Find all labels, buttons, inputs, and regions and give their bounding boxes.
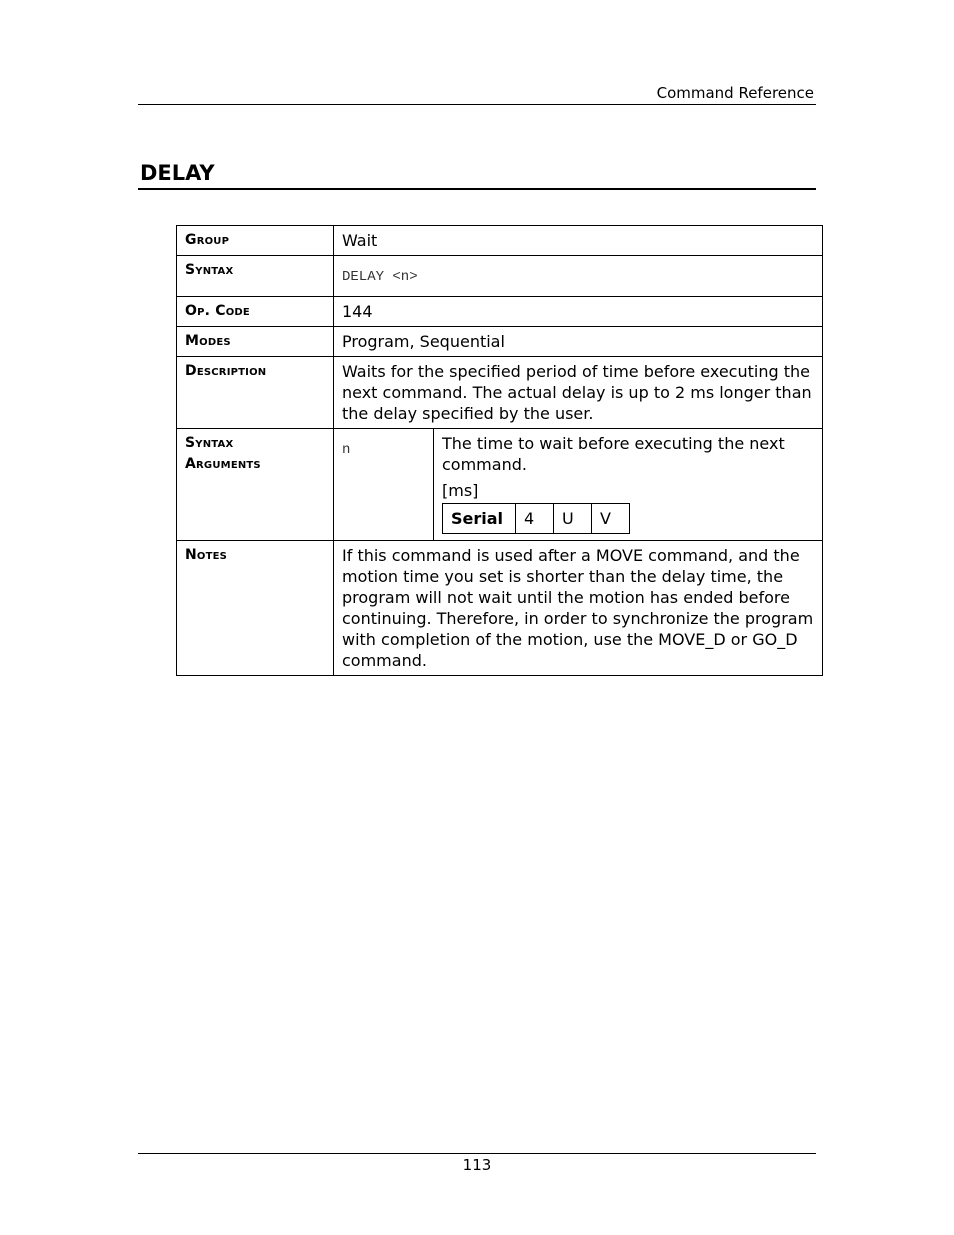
row-notes	[177, 541, 823, 676]
group-label: Group	[177, 226, 334, 256]
row-opcode	[177, 297, 823, 327]
modes-label: Modes	[177, 327, 334, 357]
row-modes	[177, 327, 823, 357]
serial-sign: U	[554, 504, 592, 534]
argument-details	[434, 429, 823, 541]
serial-access: V	[592, 504, 630, 534]
group-value: Wait	[334, 226, 823, 256]
row-syntax	[177, 256, 823, 297]
modes-value: Program, Sequential	[334, 327, 823, 357]
opcode-label: Op. Code	[177, 297, 334, 327]
title-rule	[138, 188, 816, 190]
serial-size: 4	[516, 504, 554, 534]
syntax-arguments-label-line2: Arguments	[185, 456, 261, 472]
row-syntax-arguments	[177, 429, 823, 541]
notes-value: If this command is used after a MOVE command, and the motion time you set is shorter than the delay time, the program will not wait until the motion has ended before continuing. Therefore, in order to synchronize the program with completion of the motion, use the MOVE_D or GO_D command.	[334, 541, 823, 676]
page-number: 113	[462, 1156, 492, 1174]
row-description	[177, 357, 823, 429]
description-value: Waits for the specified period of time before executing the next command. The actual delay is up to 2 ms longer than the delay specified by the user.	[334, 357, 823, 429]
command-title: DELAY	[140, 161, 215, 185]
syntax-value: DELAY <n>	[342, 269, 418, 285]
argument-name: n	[342, 442, 351, 458]
syntax-arguments-label-line1: Syntax	[185, 435, 234, 451]
description-label: Description	[177, 357, 334, 429]
serial-table	[442, 503, 630, 534]
header-rule	[138, 104, 816, 105]
footer-rule	[138, 1153, 816, 1154]
row-group	[177, 226, 823, 256]
argument-units: [ms]	[442, 481, 479, 500]
argument-description: The time to wait before executing the next command.	[442, 434, 785, 474]
opcode-value: 144	[334, 297, 823, 327]
command-table	[176, 225, 823, 676]
serial-label: Serial	[443, 504, 516, 534]
running-header: Command Reference	[656, 84, 814, 102]
notes-label: Notes	[177, 541, 334, 676]
syntax-label: Syntax	[177, 256, 334, 297]
syntax-arguments-label	[177, 429, 334, 541]
